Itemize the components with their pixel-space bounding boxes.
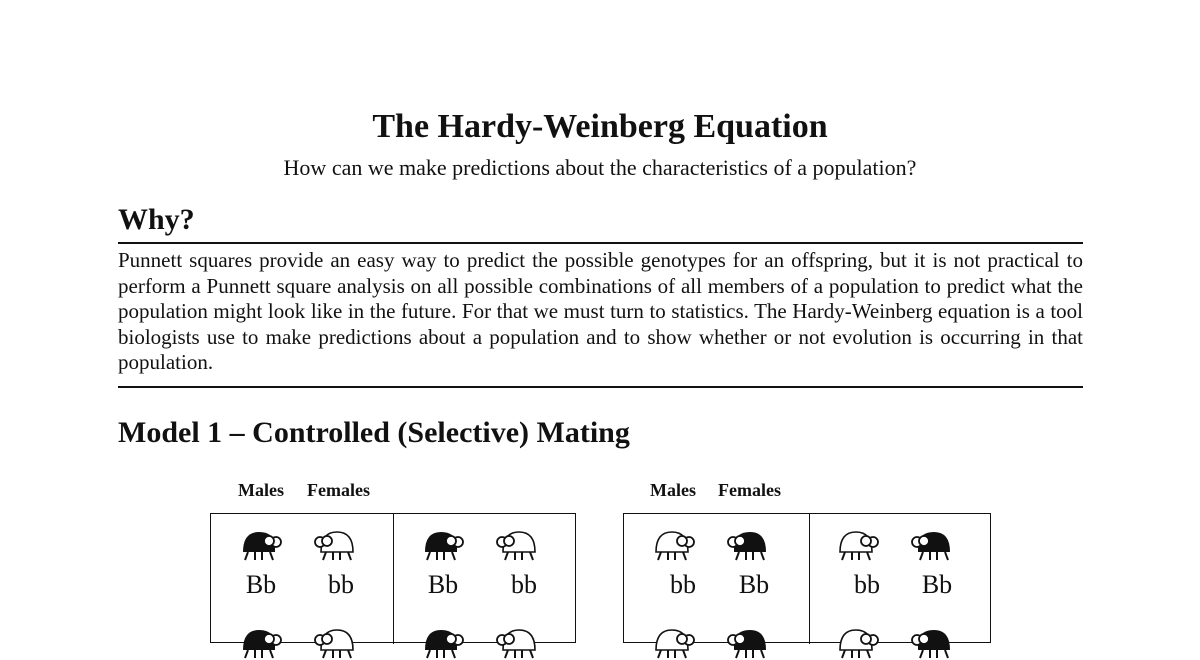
why-paragraph: Punnett squares provide an easy way to predict the possible genotypes for an offspring, but it is not practical to perform a Punnett square analysis on all possible combinations of all members of a population to predict what the population might look like in the future. For that we must turn to statistics. The Hardy-Weinberg equation is a tool biologists use to make predictions about a population and to show whether or not evolution is occurring in that population. bbox=[118, 248, 1083, 374]
box-divider bbox=[809, 514, 810, 644]
box-divider bbox=[393, 514, 394, 644]
left-females-label: Females bbox=[307, 480, 370, 500]
light-male-beetle-icon bbox=[836, 526, 880, 562]
dark-male-beetle-icon bbox=[421, 526, 465, 562]
left-males-label: Males bbox=[238, 480, 284, 500]
right-females-label: Females bbox=[718, 480, 781, 500]
light-beetle-icon bbox=[495, 624, 539, 660]
dark-beetle-icon bbox=[910, 624, 954, 660]
dark-female-beetle-icon bbox=[910, 526, 954, 562]
why-heading: Why? bbox=[118, 203, 195, 236]
page-subtitle: How can we make predictions about the characteristics of a population? bbox=[283, 155, 917, 180]
dark-male-beetle-icon bbox=[239, 526, 283, 562]
male-genotype: Bb bbox=[427, 570, 459, 599]
right-males-label: Males bbox=[650, 480, 696, 500]
female-genotype: bb bbox=[328, 570, 354, 599]
male-genotype: Bb bbox=[245, 570, 277, 599]
dark-beetle-icon bbox=[421, 624, 465, 660]
right-mating-box bbox=[623, 513, 991, 643]
light-beetle-icon bbox=[836, 624, 880, 660]
light-beetle-icon bbox=[652, 624, 696, 660]
light-female-beetle-icon bbox=[313, 526, 357, 562]
light-male-beetle-icon bbox=[652, 526, 696, 562]
light-beetle-icon bbox=[313, 624, 357, 660]
dark-female-beetle-icon bbox=[726, 526, 770, 562]
light-female-beetle-icon bbox=[495, 526, 539, 562]
female-genotype: Bb bbox=[921, 570, 953, 599]
female-genotype: Bb bbox=[738, 570, 770, 599]
page-title: The Hardy-Weinberg Equation bbox=[372, 108, 828, 145]
top-divider bbox=[118, 242, 1083, 244]
male-genotype: bb bbox=[854, 570, 880, 599]
male-genotype: bb bbox=[670, 570, 696, 599]
dark-beetle-icon bbox=[726, 624, 770, 660]
model-heading: Model 1 – Controlled (Selective) Mating bbox=[118, 416, 630, 449]
bottom-divider bbox=[118, 386, 1083, 388]
left-mating-box bbox=[210, 513, 576, 643]
female-genotype: bb bbox=[511, 570, 537, 599]
dark-beetle-icon bbox=[239, 624, 283, 660]
